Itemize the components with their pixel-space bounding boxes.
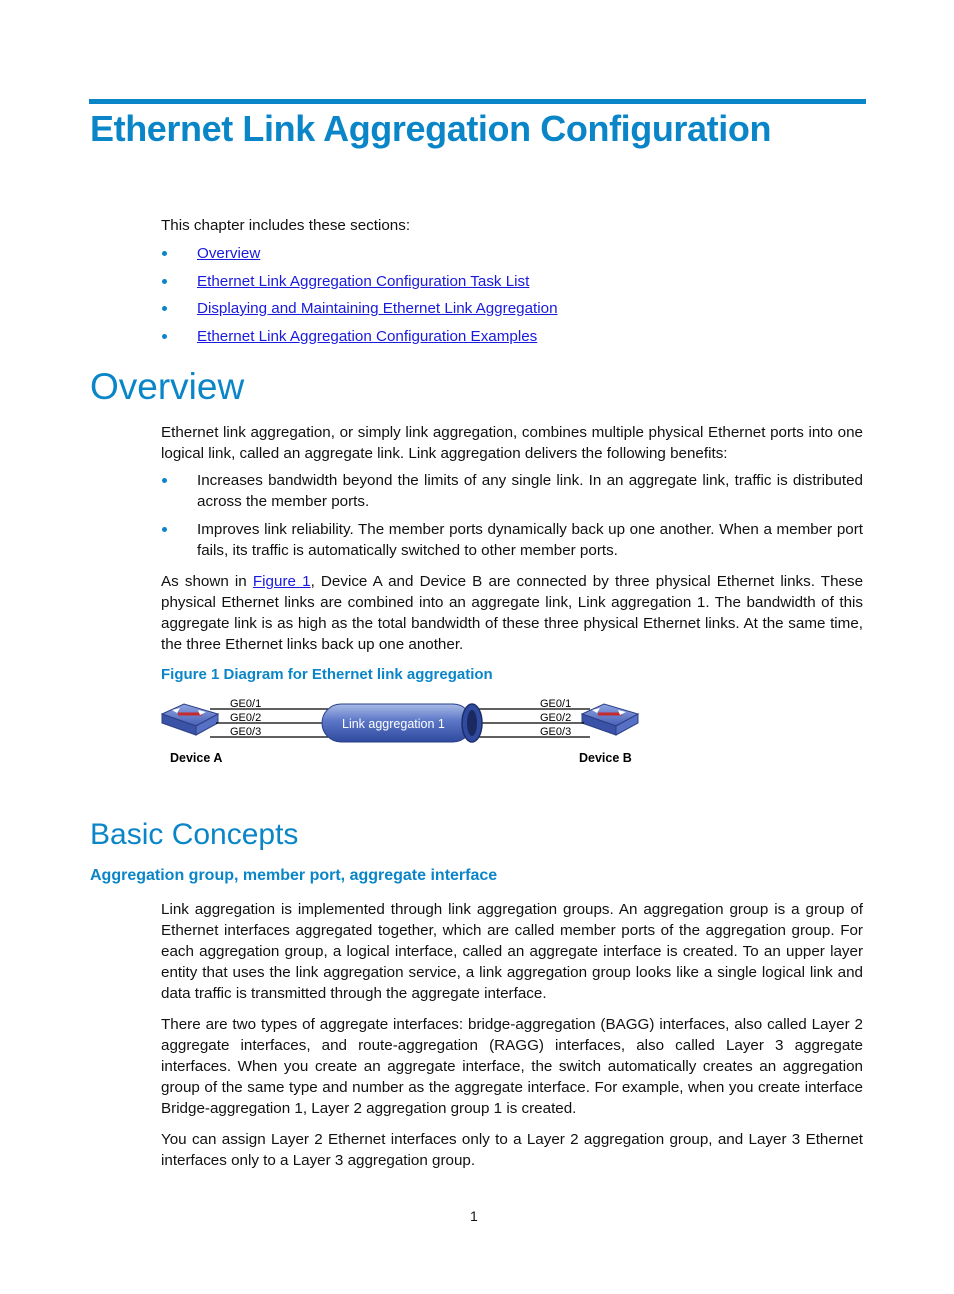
overview-paragraph-1: Ethernet link aggregation, or simply link aggregation, combines multiple physical Ethernet ports into one logical link, called an aggregate link. Link aggregation delivers the following benefits: [161,424,863,462]
section-list [161,243,558,353]
basic-paragraph-2: There are two types of aggregate interfaces: bridge-aggregation (BAGG) interfaces, also called Layer 2 aggregate interfaces, and route-aggregation (RAGG) interfaces, also called Layer 3 aggregate interfaces. When you create an aggregate interface, the switch automatically creates an aggregation group of the same type and number as the aggregate interface. For example, when you create interface Bridge-aggregation 1, Layer 2 aggregation group 1 is created. [161,1016,863,1117]
aggregate-label: Link aggregation 1 [342,717,445,731]
basic-concepts-heading: Basic Concepts [90,818,299,851]
list-item [161,519,863,561]
basic-paragraph-3: You can assign Layer 2 Ethernet interfaces only to a Layer 2 aggregation group, and Layer 3 Ethernet interfaces only to a Layer 3 aggregation group. [161,1131,863,1169]
page-number: 1 [470,1208,478,1224]
device-a-switch-icon [162,704,218,735]
chapter-rule [89,99,866,104]
aggregation-group-subheading: Aggregation group, member port, aggregate interface [90,867,498,884]
chapter-title: Ethernet Link Aggregation Configuration [90,108,772,149]
bullet-icon [162,251,167,256]
toc-link-examples[interactable]: Ethernet Link Aggregation Configuration Examples [197,327,538,345]
bullet-icon [162,279,167,284]
overview-heading: Overview [90,366,245,407]
toc-link-displaying[interactable]: Displaying and Maintaining Ethernet Link Aggregation [197,300,558,317]
port-label-b2: GE0/2 [540,712,572,724]
para-text: , Device A and Device B are connected by three physical Ethernet links. These physical Ethernet links are combined into an aggregate link, Link aggregation 1. The bandwidth of this aggregate link is as high as the total bandwidth of these three physical Ethernet links. At the same time, the three Ethernet links back up one another. [161,573,864,653]
para-text: As shown in [161,573,253,590]
figure-caption: Figure 1 Diagram for Ethernet link aggregation [161,666,493,683]
port-label-a1: GE0/1 [230,698,262,710]
list-item [161,326,558,354]
list-item [161,243,558,271]
port-label-b1: GE0/1 [540,698,572,710]
overview-paragraph-2 [161,571,863,655]
benefit-text: Improves link reliability. The member ports dynamically back up one another. When a member port fails, its traffic is automatically switched to other member ports. [197,521,863,559]
port-label-a3: GE0/3 [230,726,262,738]
bullet-icon [162,334,167,339]
benefit-text: Increases bandwidth beyond the limits of any single link. In an aggregate link, traffic is distributed across the member ports. [197,472,863,510]
port-label-a2: GE0/2 [230,712,262,724]
basic-paragraph-1: Link aggregation is implemented through link aggregation groups. An aggregation group is a group of Ethernet interfaces aggregated together, which are called member ports of the aggregation group. For each aggregation group, a logical interface, called an aggregate interface is created. To an upper layer entity that uses the link aggregation service, a link aggregation group looks like a single logical link and data traffic is transmitted through the aggregate interface. [161,901,863,1002]
device-b-label: Device B [579,751,632,765]
bullet-icon [162,478,167,483]
toc-link-overview[interactable]: Overview [197,245,261,262]
device-a-label: Device A [170,751,223,765]
list-item [161,271,558,299]
port-label-b3: GE0/3 [540,726,572,738]
bullet-icon [162,306,167,311]
list-item [161,470,863,512]
list-item [161,298,558,326]
device-b-switch-icon [582,704,638,735]
figure-1-link[interactable]: Figure 1 [252,573,311,590]
toc-link-task-list[interactable]: Ethernet Link Aggregation Configuration Task List [197,272,530,290]
intro-text: This chapter includes these sections: [161,217,411,234]
bullet-icon [162,527,167,532]
benefits-list [161,470,863,568]
link-aggregation-diagram [150,692,650,772]
